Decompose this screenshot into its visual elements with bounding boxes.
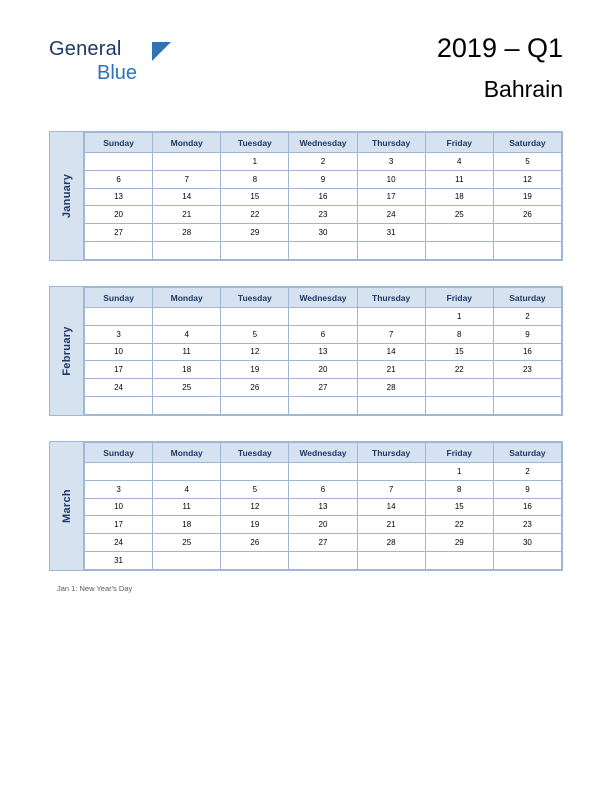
- logo-text-blue: Blue: [97, 62, 138, 84]
- calendar-day-cell: 10: [85, 498, 153, 516]
- calendar-day-cell: 25: [153, 534, 221, 552]
- calendar-week-row: [85, 241, 562, 259]
- calendar-day-empty: [153, 551, 221, 569]
- calendar-day-empty: [289, 463, 357, 481]
- weekday-tuesday: Tuesday: [221, 133, 289, 153]
- calendar-day-empty: [493, 241, 561, 259]
- calendar-day-cell: 2: [493, 308, 561, 326]
- calendar-day-cell: 26: [221, 379, 289, 397]
- weekday-friday: Friday: [425, 288, 493, 308]
- calendar-day-cell: 31: [85, 551, 153, 569]
- weekday-friday: Friday: [425, 443, 493, 463]
- calendar-day-empty: [85, 308, 153, 326]
- month-label-march: [50, 442, 84, 570]
- calendar-day-cell: 15: [425, 498, 493, 516]
- calendar-day-cell: 20: [289, 361, 357, 379]
- calendar-day-cell: 28: [153, 224, 221, 242]
- calendar-day-cell: 13: [289, 498, 357, 516]
- calendar-week-row: [85, 188, 562, 206]
- calendar-day-cell: 24: [357, 206, 425, 224]
- calendar-day-empty: [357, 463, 425, 481]
- calendar-day-cell: 29: [221, 224, 289, 242]
- calendar-week-row: [85, 361, 562, 379]
- calendar-week-row: [85, 396, 562, 414]
- calendar-day-empty: [85, 463, 153, 481]
- calendar-day-empty: [153, 463, 221, 481]
- calendar-day-empty: [425, 224, 493, 242]
- month-label-january: [50, 132, 84, 260]
- calendar-day-cell: 5: [493, 153, 561, 171]
- calendar-day-cell: 8: [425, 480, 493, 498]
- calendar-day-empty: [425, 551, 493, 569]
- calendar-table-january: [84, 132, 562, 260]
- calendar-day-cell: 7: [357, 325, 425, 343]
- calendar-day-cell: 1: [221, 153, 289, 171]
- calendar-day-cell: 27: [85, 224, 153, 242]
- calendar-week-row: [85, 534, 562, 552]
- calendar-day-cell: 30: [493, 534, 561, 552]
- calendar-day-cell: 11: [425, 170, 493, 188]
- triangle-mark-icon: [152, 42, 171, 61]
- calendar-day-cell: 10: [357, 170, 425, 188]
- calendar-day-cell: 9: [289, 170, 357, 188]
- calendar-day-cell: 29: [425, 534, 493, 552]
- calendar-week-row: [85, 516, 562, 534]
- calendar-day-cell: 12: [493, 170, 561, 188]
- month-label-text: February: [60, 326, 73, 376]
- calendar-day-cell: 3: [85, 325, 153, 343]
- calendar-day-cell: 16: [289, 188, 357, 206]
- calendar-week-row: [85, 343, 562, 361]
- month-block-march: [49, 441, 563, 571]
- month-label-text: March: [60, 488, 73, 523]
- calendar-day-cell: 6: [85, 170, 153, 188]
- calendar-day-cell: 17: [85, 361, 153, 379]
- weekday-saturday: Saturday: [493, 133, 561, 153]
- calendar-day-cell: 6: [289, 480, 357, 498]
- calendar-day-cell: 24: [85, 534, 153, 552]
- weekday-header-row: [85, 133, 562, 153]
- calendar-day-cell: 2: [493, 463, 561, 481]
- calendar-day-cell: 18: [425, 188, 493, 206]
- calendar-week-row: [85, 463, 562, 481]
- calendar-day-cell: 27: [289, 379, 357, 397]
- calendar-day-cell: 1: [425, 463, 493, 481]
- calendar-week-row: [85, 480, 562, 498]
- calendar-day-cell: 12: [221, 498, 289, 516]
- calendar-day-cell: 15: [425, 343, 493, 361]
- calendar-day-cell: 19: [221, 516, 289, 534]
- calendar-day-cell: 1: [425, 308, 493, 326]
- calendar-day-cell: 31: [357, 224, 425, 242]
- calendar-day-cell: 22: [425, 361, 493, 379]
- calendar-day-cell: 20: [85, 206, 153, 224]
- month-block-february: [49, 286, 563, 416]
- calendar-day-cell: 9: [493, 480, 561, 498]
- weekday-thursday: Thursday: [357, 288, 425, 308]
- calendar-week-row: [85, 224, 562, 242]
- calendar-day-empty: [493, 224, 561, 242]
- calendar-day-empty: [153, 241, 221, 259]
- calendar-day-empty: [221, 551, 289, 569]
- calendar-day-cell: 28: [357, 379, 425, 397]
- weekday-friday: Friday: [425, 133, 493, 153]
- weekday-sunday: Sunday: [85, 443, 153, 463]
- calendar-day-empty: [289, 241, 357, 259]
- calendar-day-cell: 30: [289, 224, 357, 242]
- calendar-day-cell: 9: [493, 325, 561, 343]
- calendar-day-cell: 19: [221, 361, 289, 379]
- calendar-day-cell: 19: [493, 188, 561, 206]
- weekday-monday: Monday: [153, 288, 221, 308]
- calendar-day-cell: 21: [153, 206, 221, 224]
- calendar-day-cell: 8: [425, 325, 493, 343]
- weekday-wednesday: Wednesday: [289, 288, 357, 308]
- calendar-week-row: [85, 325, 562, 343]
- calendar-day-cell: 26: [493, 206, 561, 224]
- calendar-day-empty: [221, 396, 289, 414]
- logo-text-general: General: [49, 38, 122, 60]
- calendar-day-cell: 4: [153, 325, 221, 343]
- calendar-day-empty: [221, 463, 289, 481]
- calendar-day-cell: 28: [357, 534, 425, 552]
- calendar-day-empty: [493, 551, 561, 569]
- calendar-day-empty: [357, 241, 425, 259]
- calendar-day-cell: 25: [153, 379, 221, 397]
- month-label-february: [50, 287, 84, 415]
- calendar-day-cell: 4: [425, 153, 493, 171]
- weekday-monday: Monday: [153, 443, 221, 463]
- calendar-day-empty: [289, 551, 357, 569]
- calendar-day-cell: 8: [221, 170, 289, 188]
- weekday-saturday: Saturday: [493, 443, 561, 463]
- weekday-sunday: Sunday: [85, 133, 153, 153]
- calendar-day-cell: 16: [493, 343, 561, 361]
- calendar-day-cell: 5: [221, 480, 289, 498]
- calendar-day-empty: [425, 379, 493, 397]
- calendar-day-cell: 18: [153, 516, 221, 534]
- calendar-day-cell: 20: [289, 516, 357, 534]
- calendar-day-cell: 21: [357, 516, 425, 534]
- calendar-day-cell: 16: [493, 498, 561, 516]
- calendar-day-empty: [357, 308, 425, 326]
- calendar-day-empty: [493, 379, 561, 397]
- page-title: 2019 – Q1: [436, 33, 563, 63]
- weekday-tuesday: Tuesday: [221, 288, 289, 308]
- calendar-day-cell: 2: [289, 153, 357, 171]
- calendar-day-cell: 12: [221, 343, 289, 361]
- calendar-week-row: [85, 498, 562, 516]
- calendar-week-row: [85, 379, 562, 397]
- calendar-week-row: [85, 153, 562, 171]
- calendar-body-january: [85, 153, 562, 260]
- calendar-day-empty: [425, 396, 493, 414]
- calendar-day-empty: [85, 241, 153, 259]
- weekday-monday: Monday: [153, 133, 221, 153]
- calendar-day-cell: 21: [357, 361, 425, 379]
- calendar-day-empty: [221, 308, 289, 326]
- calendar-day-cell: 11: [153, 498, 221, 516]
- calendar-day-cell: 13: [85, 188, 153, 206]
- calendar-day-empty: [289, 308, 357, 326]
- calendar-day-cell: 14: [357, 498, 425, 516]
- calendar-day-empty: [153, 308, 221, 326]
- weekday-wednesday: Wednesday: [289, 443, 357, 463]
- calendar-day-cell: 4: [153, 480, 221, 498]
- calendar-day-cell: 3: [85, 480, 153, 498]
- weekday-wednesday: Wednesday: [289, 133, 357, 153]
- general-blue-logo: [49, 38, 289, 88]
- calendar-day-cell: 15: [221, 188, 289, 206]
- calendar-day-cell: 23: [493, 516, 561, 534]
- month-label-text: January: [60, 173, 73, 219]
- calendar-body-march: [85, 463, 562, 570]
- weekday-saturday: Saturday: [493, 288, 561, 308]
- month-block-january: [49, 131, 563, 261]
- calendar-day-empty: [289, 396, 357, 414]
- calendar-day-cell: 7: [357, 480, 425, 498]
- calendar-day-empty: [153, 153, 221, 171]
- calendar-day-cell: 10: [85, 343, 153, 361]
- weekday-sunday: Sunday: [85, 288, 153, 308]
- calendar-day-cell: 22: [221, 206, 289, 224]
- calendar-week-row: [85, 551, 562, 569]
- calendar-day-cell: 6: [289, 325, 357, 343]
- calendar-table-march: [84, 442, 562, 570]
- calendar-day-cell: 25: [425, 206, 493, 224]
- calendar-day-empty: [357, 396, 425, 414]
- calendar-day-cell: 7: [153, 170, 221, 188]
- calendar-day-cell: 23: [289, 206, 357, 224]
- calendar-day-empty: [85, 153, 153, 171]
- calendar-day-cell: 11: [153, 343, 221, 361]
- calendar-week-row: [85, 170, 562, 188]
- calendar-day-cell: 24: [85, 379, 153, 397]
- calendar-day-empty: [425, 241, 493, 259]
- page-title-block: [437, 32, 563, 105]
- calendar-day-cell: 3: [357, 153, 425, 171]
- weekday-tuesday: Tuesday: [221, 443, 289, 463]
- calendar-day-cell: 23: [493, 361, 561, 379]
- calendar-day-empty: [85, 396, 153, 414]
- calendar-day-cell: 14: [153, 188, 221, 206]
- calendar-day-empty: [153, 396, 221, 414]
- footnote-item: Jan 1: New Year's Day: [57, 584, 133, 593]
- calendar-day-cell: 14: [357, 343, 425, 361]
- calendar-day-empty: [493, 396, 561, 414]
- weekday-header-row: [85, 288, 562, 308]
- holiday-footnotes: [57, 583, 132, 595]
- calendar-day-cell: 17: [85, 516, 153, 534]
- calendar-table-february: [84, 287, 562, 415]
- calendar-day-cell: 13: [289, 343, 357, 361]
- calendar-day-cell: 18: [153, 361, 221, 379]
- calendar-body-february: [85, 308, 562, 415]
- page-subtitle: Bahrain: [483, 76, 563, 102]
- calendar-week-row: [85, 308, 562, 326]
- weekday-thursday: Thursday: [357, 133, 425, 153]
- calendar-day-cell: 5: [221, 325, 289, 343]
- calendar-day-cell: 22: [425, 516, 493, 534]
- calendar-day-cell: 17: [357, 188, 425, 206]
- calendar-day-empty: [221, 241, 289, 259]
- calendar-day-empty: [357, 551, 425, 569]
- calendar-day-cell: 27: [289, 534, 357, 552]
- weekday-header-row: [85, 443, 562, 463]
- calendar-week-row: [85, 206, 562, 224]
- calendar-day-cell: 26: [221, 534, 289, 552]
- weekday-thursday: Thursday: [357, 443, 425, 463]
